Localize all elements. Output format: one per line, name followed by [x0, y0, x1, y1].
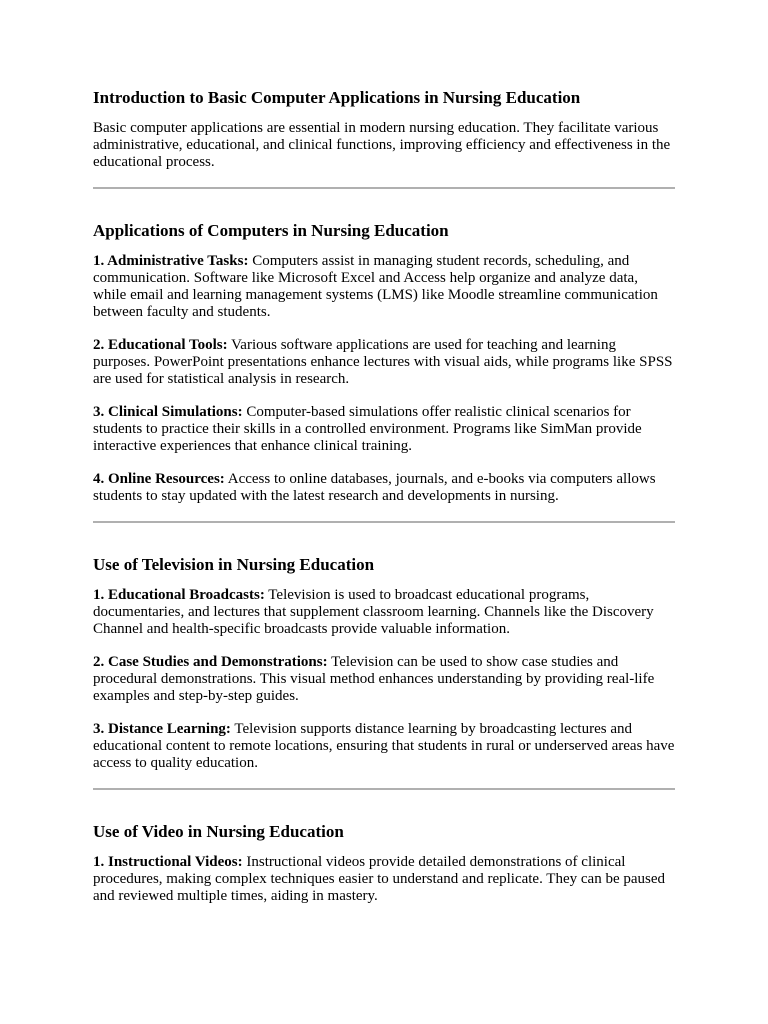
section-divider [93, 788, 675, 790]
paragraph-text: Access to online databases, journals, and e-books via computers allows students to stay updated with the latest research and developments in nursing. [93, 471, 656, 504]
section-paragraph [93, 854, 675, 905]
section-paragraph [93, 654, 675, 705]
section-divider [93, 187, 675, 189]
section-paragraph [93, 721, 675, 772]
section-paragraph [93, 253, 675, 321]
section-video [93, 822, 675, 905]
paragraph-text: Television supports distance learning by broadcasting lectures and educational content to remote locations, ensuring that students in rural or underserved areas have access to quality education. [93, 721, 675, 771]
paragraph-lead: 1. Instructional Videos: [93, 854, 243, 870]
section-heading: Use of Television in Nursing Education [93, 555, 375, 574]
paragraph-text: Television is used to broadcast educational programs, documentaries, and lectures that supplement classroom learning. Channels like the Discovery Channel and health-specific broadcasts provide valuable information. [93, 587, 654, 637]
section-heading: Applications of Computers in Nursing Education [93, 221, 449, 240]
section-paragraph [93, 337, 675, 388]
section-television [93, 555, 675, 772]
paragraph-lead: 2. Educational Tools: [93, 337, 228, 353]
section-paragraph [93, 404, 675, 455]
paragraph-lead: 1. Educational Broadcasts: [93, 587, 265, 603]
paragraph-text: Computer-based simulations offer realistic clinical scenarios for students to practice their skills in a controlled environment. Programs like SimMan provide interactive experiences that enhance clinical training. [93, 404, 642, 454]
section-paragraph [93, 471, 675, 505]
paragraph-text: Basic computer applications are essential in modern nursing education. They facilitate various administrative, educational, and clinical functions, improving efficiency and effectiveness in the educational process. [93, 120, 671, 170]
section-heading: Use of Video in Nursing Education [93, 822, 344, 841]
section-divider [93, 521, 675, 523]
paragraph-text: Instructional videos provide detailed demonstrations of clinical procedures, making complex techniques easier to understand and replicate. They can be paused and reviewed multiple times, aiding in mastery. [93, 854, 666, 904]
paragraph-text: Television can be used to show case studies and procedural demonstrations. This visual method enhances understanding by providing real-life examples and step-by-step guides. [93, 654, 655, 704]
section-paragraph [93, 587, 675, 638]
paragraph-text: Computers assist in managing student records, scheduling, and communication. Software like Microsoft Excel and Access help organize and analyze data, while email and learning management systems (LMS) like Moodle streamline communication between faculty and students. [93, 253, 658, 320]
section-paragraph [93, 120, 675, 171]
paragraph-lead: 4. Online Resources: [93, 471, 225, 487]
section-computers [93, 221, 675, 505]
section-introduction [93, 88, 675, 171]
paragraph-text: Various software applications are used for teaching and learning purposes. PowerPoint presentations enhance lectures with visual aids, while programs like SPSS are used for statistical analysis in research. [93, 337, 673, 387]
paragraph-lead: 2. Case Studies and Demonstrations: [93, 654, 328, 670]
paragraph-lead: 1. Administrative Tasks: [93, 253, 249, 269]
paragraph-lead: 3. Clinical Simulations: [93, 404, 243, 420]
paragraph-lead: 3. Distance Learning: [93, 721, 231, 737]
section-heading: Introduction to Basic Computer Applications in Nursing Education [93, 88, 581, 107]
